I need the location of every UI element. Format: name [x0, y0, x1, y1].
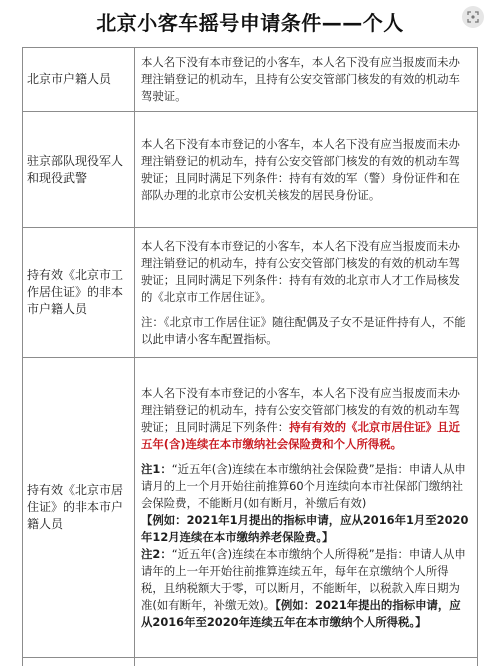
row-label: 持有效《北京市工作居住证》的非本市户籍人员: [23, 228, 135, 358]
table-row: [23, 48, 478, 112]
table-row: [23, 228, 478, 358]
example-1: 【例如：2021年1月提出的指标申请，应从2016年1月至2020年12月连续在本市缴纳养老保险费。】: [141, 512, 469, 544]
highlight-text: 持有有效的《北京市居住证》且近五年(含)连续在本市缴纳社会保险费和个人所得税。: [141, 419, 460, 451]
row-content: [135, 228, 478, 358]
row-text: 本人名下没有本市登记的小客车，本人名下没有应当报废而未办理注销登记的机动车，持有公安交管部门核发的有效的机动车驾驶证；且同时满足下列条件：持有有效的北京市人才工作局核发的《北京市工作居住证》。: [141, 238, 460, 304]
row-label: 北京市户籍人员: [23, 48, 135, 112]
lens-icon: [467, 11, 479, 23]
note-1: 注1：“近五年(含)连续在本市缴纳社会保险费”是指：申请人从申请月的上一个月开始往前推算60个月连续向本市社保部门缴纳社会保险费，不能断月(如有断月，补缴后有效): [141, 461, 466, 510]
table-row: [23, 358, 478, 658]
row-text: 本人名下没有本市登记的小客车，本人名下没有应当报废而未办理注销登记的机动车，持有公安交管部门核发的有效的机动车驾驶证；且同时满足下列条件：持有有效的军（警）身份证件和在部队办理的北京市公安机关核发的居民身份证。: [141, 136, 460, 202]
row-label: 驻京部队现役军人和现役武警: [23, 112, 135, 228]
row-content: [135, 112, 478, 228]
page-title: 北京小客车摇号申请条件——个人: [96, 11, 404, 35]
row-text: 本人名下没有本市登记的小客车，本人名下没有应当报废而未办理注销登记的机动车，持有公安交管部门核发的有效的机动车驾驶证；且同时满足下列条件：持有有效的《北京市居住证》且近五年(含)连续在本市缴纳社会保险费和个人所得税。: [141, 385, 460, 451]
row-content: [135, 48, 478, 112]
row-note: 注：《北京市工作居住证》随往配偶及子女不是证件持有人，不能以此申请小客车配置指标。: [141, 314, 466, 346]
table-row-cutoff: [23, 658, 478, 667]
row-label: 持有效《北京市居住证》的非本市户籍人员: [23, 358, 135, 658]
row-content: [135, 358, 478, 658]
row-text: 本人名下没有本市登记的小客车，本人名下没有应当报废而未办理注销登记的机动车，且持有公安交管部门核发的有效的机动车驾驶证。: [141, 55, 460, 103]
conditions-table: [22, 47, 478, 666]
image-search-button[interactable]: [462, 6, 484, 28]
table-row: [23, 112, 478, 228]
note-2: 注2：“近五年(含)连续在本市缴纳个人所得税”是指：申请人从申请年的上一年开始往前推算连续五年，每年在京缴纳个人所得税，且纳税额大于零，可以断月，不能断年，以税款入库日期为准(如有断年，补缴无效)。【例如：2021年提出的指标申请，应从2016年至2020年连续五年在本市缴纳个人所得税。】: [141, 546, 466, 629]
